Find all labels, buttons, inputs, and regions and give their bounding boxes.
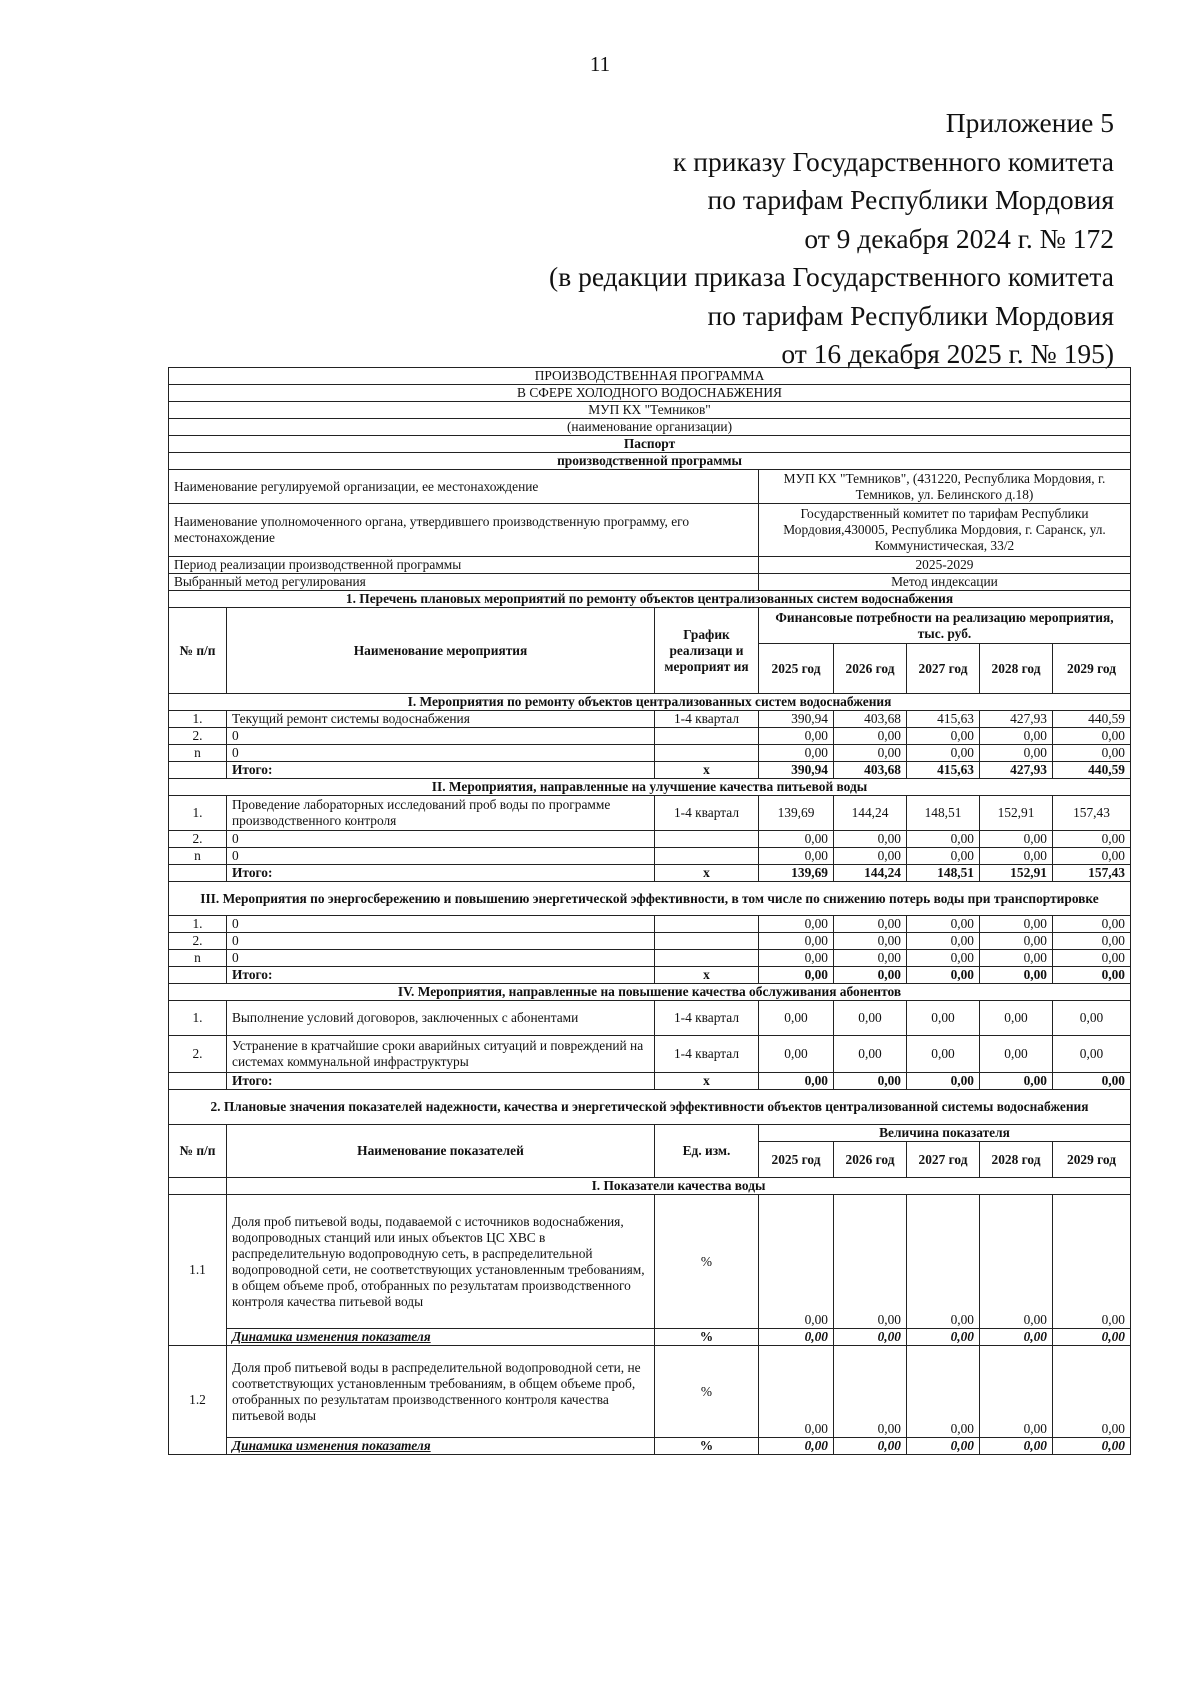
table-body (169, 368, 1131, 1455)
passport-label: Наименование уполномоченного органа, утвердившего производственную программу, его местонахождение (169, 504, 759, 557)
program-subtitle: В СФЕРЕ ХОЛОДНОГО ВОДОСНАБЖЕНИЯ (169, 385, 1131, 402)
dynamics-value: 0,00 (1053, 1329, 1131, 1346)
passport-row (169, 504, 1131, 557)
unit-cell: % (655, 1438, 759, 1455)
dynamics-row (169, 1329, 1131, 1346)
header-row (169, 608, 1131, 644)
group-title: I. Показатели качества воды (227, 1178, 1131, 1195)
schedule-cell (655, 950, 759, 967)
measure-name: 0 (227, 728, 655, 745)
table-cell (169, 1073, 227, 1090)
year-header: 2026 год (834, 644, 907, 694)
organization-name: МУП КХ "Темников" (169, 402, 1131, 419)
year-header: 2028 год (980, 644, 1053, 694)
value-cell: 0,00 (980, 1346, 1053, 1438)
passport-row (169, 574, 1131, 591)
passport-value: 2025-2029 (759, 557, 1131, 574)
measure-name: 0 (227, 933, 655, 950)
header-row (169, 1125, 1131, 1142)
value-cell: 0,00 (980, 916, 1053, 933)
total-value: 0,00 (907, 967, 980, 984)
value-cell: 415,63 (907, 711, 980, 728)
unit-cell: % (655, 1329, 759, 1346)
dynamics-value: 0,00 (980, 1438, 1053, 1455)
row-number: n (169, 848, 227, 865)
total-value: 0,00 (834, 1073, 907, 1090)
total-row (169, 865, 1131, 882)
schedule-cell (655, 728, 759, 745)
value-cell: 0,00 (834, 848, 907, 865)
table-row (169, 1001, 1131, 1036)
page-number: 11 (589, 52, 611, 76)
measure-name: 0 (227, 916, 655, 933)
table-row (169, 1036, 1131, 1073)
value-cell: 0,00 (907, 933, 980, 950)
total-value: 152,91 (980, 865, 1053, 882)
measure-name: Текущий ремонт системы водоснабжения (227, 711, 655, 728)
passport-value: Метод индексации (759, 574, 1131, 591)
value-cell: 152,91 (980, 796, 1053, 831)
value-cell: 0,00 (980, 728, 1053, 745)
year-header: 2025 год (759, 644, 834, 694)
total-label: Итого: (227, 762, 655, 779)
passport-row (169, 470, 1131, 504)
row-number: 1.1 (169, 1195, 227, 1346)
passport-subtitle: производственной программы (169, 453, 1131, 470)
year-header: 2028 год (980, 1142, 1053, 1178)
row-number: 2. (169, 933, 227, 950)
value-cell: 0,00 (834, 745, 907, 762)
group-row (169, 694, 1131, 711)
table-row (169, 933, 1131, 950)
dynamics-value: 0,00 (834, 1329, 907, 1346)
value-cell: 0,00 (759, 1036, 834, 1073)
total-value: 0,00 (759, 967, 834, 984)
year-header: 2026 год (834, 1142, 907, 1178)
value-cell: 0,00 (980, 831, 1053, 848)
organization-caption: (наименование организации) (169, 419, 1131, 436)
table-row (169, 796, 1131, 831)
dynamics-value: 0,00 (834, 1438, 907, 1455)
column-header: Наименование показателей (227, 1125, 655, 1178)
group-row (169, 984, 1131, 1001)
year-header: 2027 год (907, 1142, 980, 1178)
column-header: Финансовые потребности на реализацию мероприятия, тыс. руб. (759, 608, 1131, 644)
total-mark: x (655, 967, 759, 984)
section-title: 2. Плановые значения показателей надежности, качества и энергетической эффективности объектов централизованной системы водоснабжения (169, 1090, 1131, 1125)
total-value: 0,00 (980, 1073, 1053, 1090)
appendix-header (549, 104, 1114, 374)
total-mark: x (655, 865, 759, 882)
schedule-cell: 1-4 квартал (655, 796, 759, 831)
value-cell: 0,00 (907, 1001, 980, 1036)
measure-name: Устранение в кратчайшие сроки аварийных ситуаций и повреждений на системах коммунальной инфраструктуры (227, 1036, 655, 1073)
passport-label: Наименование регулируемой организации, ее местонахождение (169, 470, 759, 504)
passport-label: Период реализации производственной программы (169, 557, 759, 574)
value-cell: 427,93 (980, 711, 1053, 728)
value-cell: 0,00 (834, 933, 907, 950)
passport-value: МУП КХ "Темников", (431220, Республика Мордовия, г. Темников, ул. Белинского д.18) (759, 470, 1131, 504)
row-number: 1. (169, 916, 227, 933)
row-number: 1. (169, 711, 227, 728)
table-cell (169, 967, 227, 984)
row-number: 2. (169, 831, 227, 848)
value-cell: 0,00 (1053, 1195, 1131, 1329)
table-row (169, 711, 1131, 728)
value-cell: 0,00 (907, 916, 980, 933)
title-row (169, 368, 1131, 385)
title-row (169, 385, 1131, 402)
program-title: ПРОИЗВОДСТВЕННАЯ ПРОГРАММА (169, 368, 1131, 385)
value-cell: 0,00 (907, 728, 980, 745)
total-value: 403,68 (834, 762, 907, 779)
value-cell: 403,68 (834, 711, 907, 728)
table-row (169, 916, 1131, 933)
value-cell: 0,00 (1053, 728, 1131, 745)
value-cell: 0,00 (907, 831, 980, 848)
passport-title: Паспорт (169, 436, 1131, 453)
value-cell: 157,43 (1053, 796, 1131, 831)
indicator-name: Доля проб питьевой воды в распределительной водопроводной сети, не соответствующих установленным требованиям, в общем объеме проб, отобранных по результатам производственного контроля качества питьевой воды (227, 1346, 655, 1438)
value-cell: 0,00 (907, 745, 980, 762)
value-cell: 440,59 (1053, 711, 1131, 728)
total-value: 0,00 (907, 1073, 980, 1090)
column-header: № п/п (169, 608, 227, 694)
value-cell: 0,00 (907, 1195, 980, 1329)
table-cell (169, 1178, 227, 1195)
appendix-line: от 9 декабря 2024 г. № 172 (804, 222, 1114, 254)
group-row (169, 1178, 1131, 1195)
value-cell: 0,00 (759, 950, 834, 967)
value-cell: 0,00 (834, 1036, 907, 1073)
value-cell: 0,00 (907, 950, 980, 967)
row-number: 1.2 (169, 1346, 227, 1455)
dynamics-label: Динамика изменения показателя (227, 1438, 655, 1455)
group-row (169, 779, 1131, 796)
table-cell (169, 865, 227, 882)
year-header: 2029 год (1053, 644, 1131, 694)
total-row (169, 1073, 1131, 1090)
value-cell: 0,00 (1053, 848, 1131, 865)
title-row (169, 419, 1131, 436)
row-number: n (169, 745, 227, 762)
dynamics-row (169, 1438, 1131, 1455)
value-cell: 0,00 (907, 1036, 980, 1073)
total-value: 0,00 (834, 967, 907, 984)
group-title: III. Мероприятия по энергосбережению и повышению энергетической эффективности, в том числе по снижению потерь воды при транспортировке (169, 882, 1131, 916)
value-cell: 0,00 (834, 831, 907, 848)
column-header: Величина показателя (759, 1125, 1131, 1142)
schedule-cell: 1-4 квартал (655, 1001, 759, 1036)
total-value: 390,94 (759, 762, 834, 779)
value-cell: 0,00 (980, 1036, 1053, 1073)
total-mark: x (655, 762, 759, 779)
total-value: 0,00 (980, 967, 1053, 984)
dynamics-value: 0,00 (980, 1329, 1053, 1346)
value-cell: 0,00 (759, 831, 834, 848)
dynamics-label: Динамика изменения показателя (227, 1329, 655, 1346)
value-cell: 0,00 (980, 745, 1053, 762)
total-value: 415,63 (907, 762, 980, 779)
section-row (169, 1090, 1131, 1125)
value-cell: 0,00 (759, 1001, 834, 1036)
section-row (169, 591, 1131, 608)
value-cell: 0,00 (1053, 950, 1131, 967)
unit-cell: % (655, 1195, 759, 1329)
value-cell: 0,00 (1053, 933, 1131, 950)
section-title: 1. Перечень плановых мероприятий по ремонту объектов централизованных систем водоснабжения (169, 591, 1131, 608)
value-cell: 0,00 (1053, 831, 1131, 848)
value-cell: 139,69 (759, 796, 834, 831)
production-program-table (168, 367, 1131, 1455)
total-row (169, 967, 1131, 984)
indicator-row (169, 1195, 1131, 1329)
value-cell: 0,00 (759, 933, 834, 950)
measure-name: 0 (227, 831, 655, 848)
dynamics-value: 0,00 (907, 1438, 980, 1455)
title-row (169, 453, 1131, 470)
indicator-name: Доля проб питьевой воды, подаваемой с источников водоснабжения, водопроводных станций или иных объектов ЦС ХВС в распределительную водопроводную сеть, в распределительной водопроводной сети, не соответствующих установленным требованиям, в общем объеме проб, отобранных по результатам производственного контроля качества питьевой воды (227, 1195, 655, 1329)
value-cell: 0,00 (1053, 1001, 1131, 1036)
value-cell: 0,00 (759, 728, 834, 745)
measure-name: 0 (227, 950, 655, 967)
total-mark: x (655, 1073, 759, 1090)
value-cell: 0,00 (907, 848, 980, 865)
appendix-line: по тарифам Республики Мордовия (707, 299, 1114, 331)
schedule-cell (655, 745, 759, 762)
measure-name: 0 (227, 848, 655, 865)
row-number: 1. (169, 1001, 227, 1036)
title-row (169, 436, 1131, 453)
column-header: Наименование мероприятия (227, 608, 655, 694)
appendix-line: (в редакции приказа Государственного комитета (549, 261, 1114, 292)
schedule-cell (655, 933, 759, 950)
dynamics-value: 0,00 (1053, 1438, 1131, 1455)
row-number: 2. (169, 728, 227, 745)
value-cell: 144,24 (834, 796, 907, 831)
value-cell: 0,00 (834, 1195, 907, 1329)
value-cell: 0,00 (1053, 916, 1131, 933)
total-value: 144,24 (834, 865, 907, 882)
table-row (169, 745, 1131, 762)
value-cell: 0,00 (759, 1195, 834, 1329)
group-title: IV. Мероприятия, направленные на повышение качества обслуживания абонентов (169, 984, 1131, 1001)
value-cell: 0,00 (834, 728, 907, 745)
column-header: График реализаци и мероприят ия (655, 608, 759, 694)
table-row (169, 950, 1131, 967)
value-cell: 0,00 (759, 848, 834, 865)
dynamics-value: 0,00 (907, 1329, 980, 1346)
total-value: 148,51 (907, 865, 980, 882)
total-value: 440,59 (1053, 762, 1131, 779)
passport-value: Государственный комитет по тарифам Республики Мордовия,430005, Республика Мордовия, г. Саранск, ул. Коммунистическая, 33/2 (759, 504, 1131, 557)
table-row (169, 848, 1131, 865)
value-cell: 0,00 (980, 1195, 1053, 1329)
value-cell: 390,94 (759, 711, 834, 728)
table-row (169, 831, 1131, 848)
total-label: Итого: (227, 865, 655, 882)
row-number: n (169, 950, 227, 967)
row-number: 1. (169, 796, 227, 831)
column-header: № п/п (169, 1125, 227, 1178)
appendix-line: по тарифам Республики Мордовия (707, 184, 1114, 215)
total-label: Итого: (227, 967, 655, 984)
value-cell: 0,00 (759, 1346, 834, 1438)
schedule-cell: 1-4 квартал (655, 1036, 759, 1073)
value-cell: 0,00 (1053, 1036, 1131, 1073)
total-value: 139,69 (759, 865, 834, 882)
value-cell: 148,51 (907, 796, 980, 831)
value-cell: 0,00 (834, 950, 907, 967)
value-cell: 0,00 (834, 1346, 907, 1438)
year-header: 2029 год (1053, 1142, 1131, 1178)
value-cell: 0,00 (1053, 1346, 1131, 1438)
total-value: 157,43 (1053, 865, 1131, 882)
value-cell: 0,00 (980, 933, 1053, 950)
passport-label: Выбранный метод регулирования (169, 574, 759, 591)
appendix-line: от 16 декабря 2025 г. № 195) (781, 338, 1114, 369)
total-value: 0,00 (1053, 1073, 1131, 1090)
dynamics-value: 0,00 (759, 1329, 834, 1346)
unit-cell: % (655, 1346, 759, 1438)
total-value: 0,00 (1053, 967, 1131, 984)
indicator-row (169, 1346, 1131, 1438)
value-cell: 0,00 (980, 1001, 1053, 1036)
value-cell: 0,00 (980, 950, 1053, 967)
table-row (169, 728, 1131, 745)
appendix-line: Приложение 5 (945, 107, 1114, 138)
value-cell: 0,00 (759, 916, 834, 933)
group-row (169, 882, 1131, 916)
value-cell: 0,00 (907, 1346, 980, 1438)
year-header: 2025 год (759, 1142, 834, 1178)
group-title: II. Мероприятия, направленные на улучшение качества питьевой воды (169, 779, 1131, 796)
title-row (169, 402, 1131, 419)
value-cell: 0,00 (759, 745, 834, 762)
appendix-line: к приказу Государственного комитета (673, 145, 1114, 177)
passport-row (169, 557, 1131, 574)
measure-name: Проведение лабораторных исследований проб воды по программе производственного контроля (227, 796, 655, 831)
total-value: 0,00 (759, 1073, 834, 1090)
schedule-cell (655, 916, 759, 933)
measure-name: Выполнение условий договоров, заключенных с абонентами (227, 1001, 655, 1036)
value-cell: 0,00 (1053, 745, 1131, 762)
group-title: I. Мероприятия по ремонту объектов централизованных систем водоснабжения (169, 694, 1131, 711)
schedule-cell (655, 848, 759, 865)
table-cell (169, 762, 227, 779)
year-header: 2027 год (907, 644, 980, 694)
column-header: Ед. изм. (655, 1125, 759, 1178)
value-cell: 0,00 (980, 848, 1053, 865)
schedule-cell (655, 831, 759, 848)
dynamics-value: 0,00 (759, 1438, 834, 1455)
measure-name: 0 (227, 745, 655, 762)
total-value: 427,93 (980, 762, 1053, 779)
value-cell: 0,00 (834, 1001, 907, 1036)
row-number: 2. (169, 1036, 227, 1073)
total-row (169, 762, 1131, 779)
schedule-cell: 1-4 квартал (655, 711, 759, 728)
value-cell: 0,00 (834, 916, 907, 933)
total-label: Итого: (227, 1073, 655, 1090)
